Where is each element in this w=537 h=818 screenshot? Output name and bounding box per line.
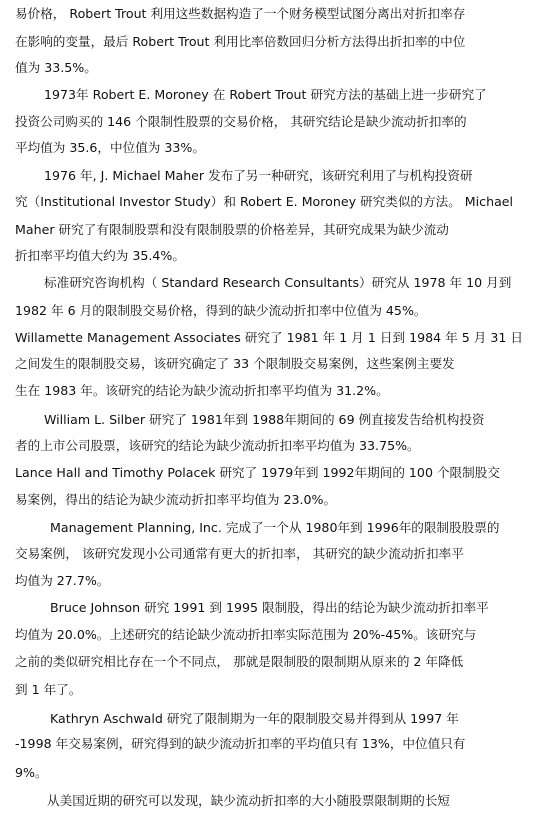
text-line: Willamette Management Associates 研究了 1981 年 1 月 1 日到 1984 年 5 月 31 日	[15, 330, 523, 345]
text-line: 平均值为 35.6，中位值为 33%。	[15, 140, 205, 155]
text-line: 之间发生的限制股交易，该研究确定了 33 个限制股交易案例，这些案例主要发	[15, 356, 455, 371]
text-line: 者的上市公司股票，该研究的结论为缺少流动折扣率平均值为 33.75%。	[15, 438, 420, 453]
text-line: 生在 1983 年。该研究的结论为缺少流动折扣率平均值为 31.2%。	[15, 383, 389, 398]
text-line: 易价格， Robert Trout 利用这些数据构造了一个财务模型试图分离出对折扣率存	[15, 6, 466, 21]
text-line: -1998 年交易案例，研究得到的缺少流动折扣率的平均值只有 13%，中位值只有	[15, 736, 466, 751]
text-line: 之前的类似研究相比存在一个不同点， 那就是限制股的限制期从原来的 2 年降低	[15, 654, 464, 669]
text-line: 均值为 27.7%。	[15, 573, 110, 588]
text-line: 折扣率平均值大约为 35.4%。	[15, 248, 185, 263]
text-line: 标准研究咨询机构（ Standard Research Consultants）研究从 1978 年 10 月到	[44, 275, 512, 290]
text-line: 究（Institutional Investor Study）和 Robert E. Moroney 研究类似的方法。 Michael	[15, 194, 514, 209]
text-line: 投资公司购买的 146 个限制性股票的交易价格， 其研究结论是缺少流动折扣率的	[15, 114, 467, 129]
text-line: 1976 年, J. Michael Maher 发布了另一种研究，该研究利用了与机构投资研	[44, 168, 473, 183]
text-line: 从美国近期的研究可以发现，缺少流动折扣率的大小随股票限制期的长短	[47, 793, 450, 808]
text-line: Bruce Johnson 研究 1991 到 1995 限制股，得出的结论为缺少流动折扣率平	[50, 600, 489, 615]
text-line: Kathryn Aschwald 研究了限制期为一年的限制股交易并得到从 1997 年	[50, 711, 459, 726]
text-line: 1973年 Robert E. Moroney 在 Robert Trout 研究方法的基础上进一步研究了	[44, 87, 487, 102]
text-line: Management Planning, Inc. 完成了一个从 1980年到 1996年的限制股股票的	[50, 520, 500, 535]
text-line: 在影响的变量，最后 Robert Trout 利用比率倍数回归分析方法得出折扣率的中位	[15, 34, 466, 49]
text-line: 9%。	[15, 765, 48, 780]
text-line: William L. Silber 研究了 1981年到 1988年期间的 69 例直接发告给机构投资	[44, 412, 485, 427]
text-line: 交易案例， 该研究发现小公司通常有更大的折扣率， 其研究的缺少流动折扣率平	[15, 546, 464, 561]
text-line: 值为 33.5%。	[15, 60, 97, 75]
text-line: 1982 年 6 月的限制股交易价格，得到的缺少流动折扣率中位值为 45%。	[15, 303, 427, 318]
text-line: Maher 研究了有限制股票和没有限制股票的价格差异，其研究成果为缺少流动	[15, 222, 449, 237]
text-line: Lance Hall and Timothy Polacek 研究了 1979年到 1992年期间的 100 个限制股交	[15, 465, 500, 480]
text-line: 均值为 20.0%。上述研究的结论缺少流动折扣率实际范围为 20%-45%。该研究与	[15, 627, 477, 642]
text-line: 到 1 年了。	[15, 682, 82, 697]
text-line: 易案例，得出的结论为缺少流动折扣率平均值为 23.0%。	[15, 492, 337, 507]
